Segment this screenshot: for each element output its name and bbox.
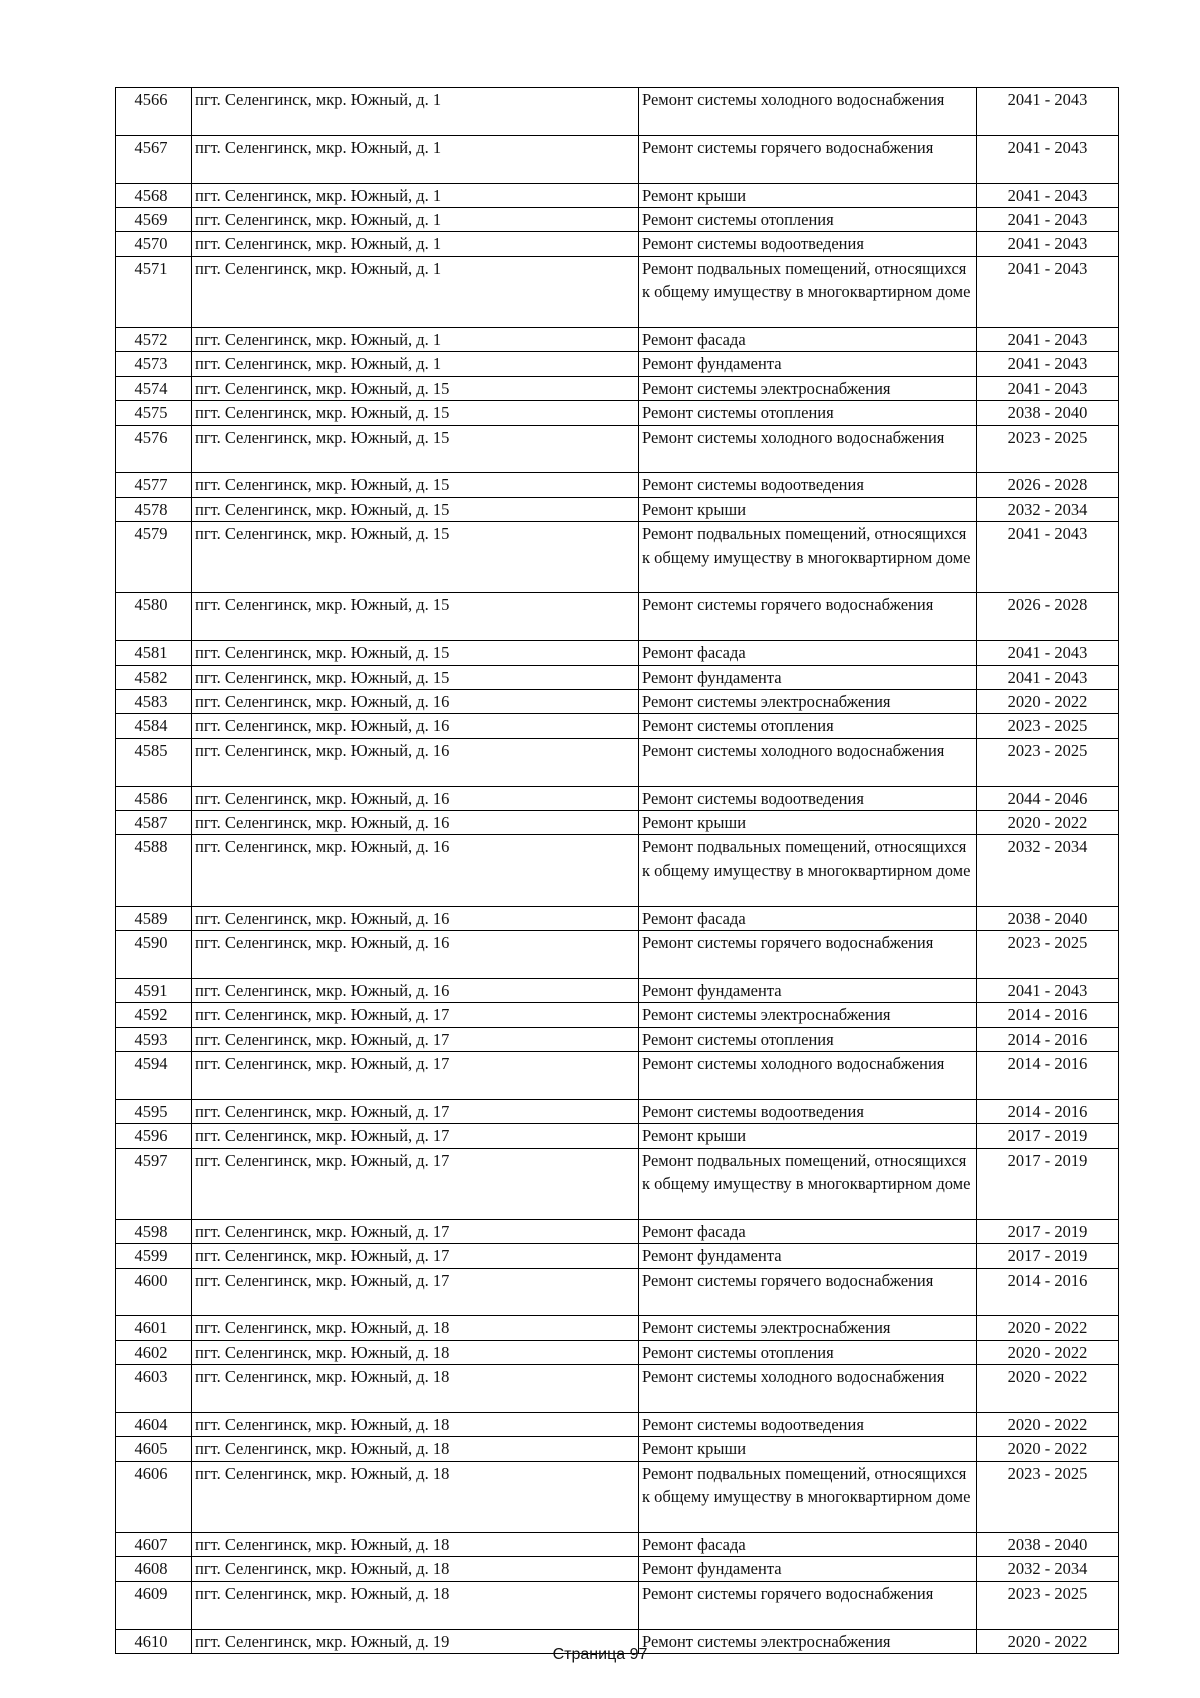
table-row — [116, 1533, 1119, 1557]
work-type-cell: Ремонт фасада — [639, 906, 977, 930]
address-cell: пгт. Селенгинск, мкр. Южный, д. 17 — [192, 1099, 639, 1123]
period-cell: 2041 - 2043 — [977, 256, 1119, 327]
row-number-cell: 4609 — [116, 1581, 192, 1629]
table-row — [116, 641, 1119, 665]
table-row — [116, 183, 1119, 207]
address-cell: пгт. Селенгинск, мкр. Южный, д. 15 — [192, 376, 639, 400]
work-type-cell: Ремонт крыши — [639, 1437, 977, 1461]
work-type-cell: Ремонт фундамента — [639, 1557, 977, 1581]
work-type-cell: Ремонт подвальных помещений, относящихся к общему имуществу в многоквартирном доме — [639, 835, 977, 906]
work-type-cell: Ремонт системы отопления — [639, 1027, 977, 1051]
address-cell: пгт. Селенгинск, мкр. Южный, д. 18 — [192, 1413, 639, 1437]
row-number-cell: 4588 — [116, 835, 192, 906]
work-type-cell: Ремонт системы водоотведения — [639, 232, 977, 256]
table-row — [116, 690, 1119, 714]
work-type-cell: Ремонт крыши — [639, 1124, 977, 1148]
address-cell: пгт. Селенгинск, мкр. Южный, д. 18 — [192, 1557, 639, 1581]
row-number-cell: 4577 — [116, 473, 192, 497]
row-number-cell: 4566 — [116, 88, 192, 136]
work-type-cell: Ремонт системы электроснабжения — [639, 1003, 977, 1027]
address-cell: пгт. Селенгинск, мкр. Южный, д. 17 — [192, 1244, 639, 1268]
work-type-cell: Ремонт системы холодного водоснабжения — [639, 738, 977, 786]
work-type-cell: Ремонт системы электроснабжения — [639, 1316, 977, 1340]
period-cell: 2020 - 2022 — [977, 1437, 1119, 1461]
work-type-cell: Ремонт системы электроснабжения — [639, 1629, 977, 1653]
period-cell: 2041 - 2043 — [977, 352, 1119, 376]
work-type-cell: Ремонт фундамента — [639, 352, 977, 376]
address-cell: пгт. Селенгинск, мкр. Южный, д. 15 — [192, 593, 639, 641]
table-row — [116, 1244, 1119, 1268]
row-number-cell: 4610 — [116, 1629, 192, 1653]
period-cell: 2026 - 2028 — [977, 473, 1119, 497]
period-cell: 2041 - 2043 — [977, 88, 1119, 136]
table-row — [116, 1557, 1119, 1581]
row-number-cell: 4600 — [116, 1268, 192, 1316]
table-row — [116, 232, 1119, 256]
address-cell: пгт. Селенгинск, мкр. Южный, д. 15 — [192, 497, 639, 521]
work-type-cell: Ремонт фундамента — [639, 978, 977, 1002]
table-row — [116, 88, 1119, 136]
address-cell: пгт. Селенгинск, мкр. Южный, д. 17 — [192, 1027, 639, 1051]
row-number-cell: 4599 — [116, 1244, 192, 1268]
work-type-cell: Ремонт фасада — [639, 641, 977, 665]
work-type-cell: Ремонт системы отопления — [639, 714, 977, 738]
table-row — [116, 1148, 1119, 1219]
address-cell: пгт. Селенгинск, мкр. Южный, д. 18 — [192, 1365, 639, 1413]
period-cell: 2014 - 2016 — [977, 1052, 1119, 1100]
period-cell: 2023 - 2025 — [977, 931, 1119, 979]
row-number-cell: 4571 — [116, 256, 192, 327]
address-cell: пгт. Селенгинск, мкр. Южный, д. 17 — [192, 1052, 639, 1100]
work-type-cell: Ремонт крыши — [639, 811, 977, 835]
period-cell: 2041 - 2043 — [977, 522, 1119, 593]
row-number-cell: 4580 — [116, 593, 192, 641]
table-row — [116, 1052, 1119, 1100]
period-cell: 2032 - 2034 — [977, 1557, 1119, 1581]
period-cell: 2014 - 2016 — [977, 1003, 1119, 1027]
row-number-cell: 4572 — [116, 328, 192, 352]
row-number-cell: 4568 — [116, 183, 192, 207]
period-cell: 2023 - 2025 — [977, 738, 1119, 786]
period-cell: 2041 - 2043 — [977, 978, 1119, 1002]
address-cell: пгт. Селенгинск, мкр. Южный, д. 15 — [192, 473, 639, 497]
page-number: Страница 97 — [552, 1646, 648, 1663]
period-cell: 2041 - 2043 — [977, 208, 1119, 232]
period-cell: 2041 - 2043 — [977, 183, 1119, 207]
period-cell: 2017 - 2019 — [977, 1124, 1119, 1148]
address-cell: пгт. Селенгинск, мкр. Южный, д. 1 — [192, 328, 639, 352]
row-number-cell: 4606 — [116, 1461, 192, 1532]
period-cell: 2017 - 2019 — [977, 1244, 1119, 1268]
row-number-cell: 4576 — [116, 425, 192, 473]
address-cell: пгт. Селенгинск, мкр. Южный, д. 1 — [192, 135, 639, 183]
period-cell: 2023 - 2025 — [977, 1461, 1119, 1532]
period-cell: 2020 - 2022 — [977, 1365, 1119, 1413]
row-number-cell: 4585 — [116, 738, 192, 786]
row-number-cell: 4605 — [116, 1437, 192, 1461]
address-cell: пгт. Селенгинск, мкр. Южный, д. 17 — [192, 1148, 639, 1219]
row-number-cell: 4583 — [116, 690, 192, 714]
row-number-cell: 4603 — [116, 1365, 192, 1413]
address-cell: пгт. Селенгинск, мкр. Южный, д. 1 — [192, 256, 639, 327]
period-cell: 2020 - 2022 — [977, 1629, 1119, 1653]
row-number-cell: 4596 — [116, 1124, 192, 1148]
address-cell: пгт. Селенгинск, мкр. Южный, д. 18 — [192, 1581, 639, 1629]
period-cell: 2038 - 2040 — [977, 401, 1119, 425]
row-number-cell: 4590 — [116, 931, 192, 979]
work-type-cell: Ремонт системы горячего водоснабжения — [639, 1268, 977, 1316]
period-cell: 2020 - 2022 — [977, 1316, 1119, 1340]
table-row — [116, 473, 1119, 497]
table-row — [116, 738, 1119, 786]
table-row — [116, 401, 1119, 425]
row-number-cell: 4574 — [116, 376, 192, 400]
table-row — [116, 931, 1119, 979]
period-cell: 2014 - 2016 — [977, 1099, 1119, 1123]
address-cell: пгт. Селенгинск, мкр. Южный, д. 1 — [192, 232, 639, 256]
period-cell: 2026 - 2028 — [977, 593, 1119, 641]
work-type-cell: Ремонт системы холодного водоснабжения — [639, 88, 977, 136]
work-type-cell: Ремонт системы водоотведения — [639, 1413, 977, 1437]
work-type-cell: Ремонт фасада — [639, 328, 977, 352]
address-cell: пгт. Селенгинск, мкр. Южный, д. 15 — [192, 425, 639, 473]
period-cell: 2020 - 2022 — [977, 690, 1119, 714]
address-cell: пгт. Селенгинск, мкр. Южный, д. 16 — [192, 738, 639, 786]
row-number-cell: 4591 — [116, 978, 192, 1002]
table-row — [116, 1268, 1119, 1316]
table-row — [116, 256, 1119, 327]
work-type-cell: Ремонт системы горячего водоснабжения — [639, 1581, 977, 1629]
row-number-cell: 4592 — [116, 1003, 192, 1027]
work-type-cell: Ремонт подвальных помещений, относящихся к общему имуществу в многоквартирном доме — [639, 1461, 977, 1532]
work-type-cell: Ремонт крыши — [639, 497, 977, 521]
table-row — [116, 1219, 1119, 1243]
work-type-cell: Ремонт системы водоотведения — [639, 786, 977, 810]
table-row — [116, 665, 1119, 689]
address-cell: пгт. Селенгинск, мкр. Южный, д. 16 — [192, 906, 639, 930]
address-cell: пгт. Селенгинск, мкр. Южный, д. 1 — [192, 88, 639, 136]
period-cell: 2020 - 2022 — [977, 1413, 1119, 1437]
table-row — [116, 906, 1119, 930]
work-type-cell: Ремонт системы электроснабжения — [639, 690, 977, 714]
period-cell: 2041 - 2043 — [977, 135, 1119, 183]
row-number-cell: 4589 — [116, 906, 192, 930]
period-cell: 2041 - 2043 — [977, 376, 1119, 400]
row-number-cell: 4579 — [116, 522, 192, 593]
work-type-cell: Ремонт системы холодного водоснабжения — [639, 425, 977, 473]
work-type-cell: Ремонт крыши — [639, 183, 977, 207]
row-number-cell: 4587 — [116, 811, 192, 835]
work-type-cell: Ремонт фасада — [639, 1533, 977, 1557]
address-cell: пгт. Селенгинск, мкр. Южный, д. 16 — [192, 714, 639, 738]
row-number-cell: 4608 — [116, 1557, 192, 1581]
work-type-cell: Ремонт подвальных помещений, относящихся к общему имуществу в многоквартирном доме — [639, 1148, 977, 1219]
work-type-cell: Ремонт фундамента — [639, 665, 977, 689]
row-number-cell: 4607 — [116, 1533, 192, 1557]
table-row — [116, 328, 1119, 352]
address-cell: пгт. Селенгинск, мкр. Южный, д. 18 — [192, 1533, 639, 1557]
period-cell: 2014 - 2016 — [977, 1268, 1119, 1316]
address-cell: пгт. Селенгинск, мкр. Южный, д. 18 — [192, 1461, 639, 1532]
work-type-cell: Ремонт системы отопления — [639, 208, 977, 232]
period-cell: 2044 - 2046 — [977, 786, 1119, 810]
table-row — [116, 811, 1119, 835]
work-type-cell: Ремонт фасада — [639, 1219, 977, 1243]
work-type-cell: Ремонт подвальных помещений, относящихся к общему имуществу в многоквартирном доме — [639, 256, 977, 327]
row-number-cell: 4597 — [116, 1148, 192, 1219]
address-cell: пгт. Селенгинск, мкр. Южный, д. 17 — [192, 1219, 639, 1243]
table-row — [116, 1003, 1119, 1027]
table-row — [116, 1027, 1119, 1051]
row-number-cell: 4598 — [116, 1219, 192, 1243]
address-cell: пгт. Селенгинск, мкр. Южный, д. 16 — [192, 931, 639, 979]
table-row — [116, 522, 1119, 593]
address-cell: пгт. Селенгинск, мкр. Южный, д. 15 — [192, 641, 639, 665]
address-cell: пгт. Селенгинск, мкр. Южный, д. 17 — [192, 1003, 639, 1027]
address-cell: пгт. Селенгинск, мкр. Южный, д. 16 — [192, 835, 639, 906]
work-type-cell: Ремонт системы водоотведения — [639, 1099, 977, 1123]
row-number-cell: 4593 — [116, 1027, 192, 1051]
row-number-cell: 4575 — [116, 401, 192, 425]
table-row — [116, 1316, 1119, 1340]
table-row — [116, 1099, 1119, 1123]
address-cell: пгт. Селенгинск, мкр. Южный, д. 1 — [192, 208, 639, 232]
period-cell: 2041 - 2043 — [977, 665, 1119, 689]
work-type-cell: Ремонт системы горячего водоснабжения — [639, 593, 977, 641]
period-cell: 2023 - 2025 — [977, 1581, 1119, 1629]
table-row — [116, 786, 1119, 810]
work-type-cell: Ремонт системы горячего водоснабжения — [639, 931, 977, 979]
row-number-cell: 4594 — [116, 1052, 192, 1100]
address-cell: пгт. Селенгинск, мкр. Южный, д. 15 — [192, 401, 639, 425]
table-row — [116, 1413, 1119, 1437]
work-type-cell: Ремонт системы электроснабжения — [639, 376, 977, 400]
row-number-cell: 4570 — [116, 232, 192, 256]
work-type-cell: Ремонт системы горячего водоснабжения — [639, 135, 977, 183]
work-type-cell: Ремонт системы холодного водоснабжения — [639, 1052, 977, 1100]
table-row — [116, 425, 1119, 473]
table-body — [116, 88, 1119, 1654]
row-number-cell: 4569 — [116, 208, 192, 232]
period-cell: 2020 - 2022 — [977, 811, 1119, 835]
table-row — [116, 835, 1119, 906]
table-row — [116, 978, 1119, 1002]
table-row — [116, 1365, 1119, 1413]
address-cell: пгт. Селенгинск, мкр. Южный, д. 16 — [192, 978, 639, 1002]
table-row — [116, 1124, 1119, 1148]
address-cell: пгт. Селенгинск, мкр. Южный, д. 16 — [192, 690, 639, 714]
period-cell: 2038 - 2040 — [977, 906, 1119, 930]
table-row — [116, 497, 1119, 521]
address-cell: пгт. Селенгинск, мкр. Южный, д. 19 — [192, 1629, 639, 1653]
row-number-cell: 4573 — [116, 352, 192, 376]
row-number-cell: 4584 — [116, 714, 192, 738]
address-cell: пгт. Селенгинск, мкр. Южный, д. 18 — [192, 1340, 639, 1364]
period-cell: 2041 - 2043 — [977, 232, 1119, 256]
table-row — [116, 1581, 1119, 1629]
period-cell: 2017 - 2019 — [977, 1148, 1119, 1219]
period-cell: 2023 - 2025 — [977, 714, 1119, 738]
address-cell: пгт. Селенгинск, мкр. Южный, д. 17 — [192, 1124, 639, 1148]
row-number-cell: 4567 — [116, 135, 192, 183]
row-number-cell: 4604 — [116, 1413, 192, 1437]
period-cell: 2032 - 2034 — [977, 497, 1119, 521]
address-cell: пгт. Селенгинск, мкр. Южный, д. 16 — [192, 811, 639, 835]
address-cell: пгт. Селенгинск, мкр. Южный, д. 15 — [192, 665, 639, 689]
repair-schedule-table — [115, 87, 1119, 1654]
address-cell: пгт. Селенгинск, мкр. Южный, д. 18 — [192, 1437, 639, 1461]
table-row — [116, 1437, 1119, 1461]
row-number-cell: 4578 — [116, 497, 192, 521]
table-row — [116, 135, 1119, 183]
row-number-cell: 4601 — [116, 1316, 192, 1340]
work-type-cell: Ремонт системы водоотведения — [639, 473, 977, 497]
table-row — [116, 1340, 1119, 1364]
table-row — [116, 376, 1119, 400]
row-number-cell: 4581 — [116, 641, 192, 665]
table-row — [116, 593, 1119, 641]
row-number-cell: 4595 — [116, 1099, 192, 1123]
period-cell: 2023 - 2025 — [977, 425, 1119, 473]
period-cell: 2017 - 2019 — [977, 1219, 1119, 1243]
work-type-cell: Ремонт фундамента — [639, 1244, 977, 1268]
work-type-cell: Ремонт системы холодного водоснабжения — [639, 1365, 977, 1413]
period-cell: 2038 - 2040 — [977, 1533, 1119, 1557]
period-cell: 2041 - 2043 — [977, 328, 1119, 352]
row-number-cell: 4582 — [116, 665, 192, 689]
work-type-cell: Ремонт подвальных помещений, относящихся к общему имуществу в многоквартирном доме — [639, 522, 977, 593]
table-row — [116, 208, 1119, 232]
work-type-cell: Ремонт системы отопления — [639, 1340, 977, 1364]
period-cell: 2032 - 2034 — [977, 835, 1119, 906]
address-cell: пгт. Селенгинск, мкр. Южный, д. 1 — [192, 352, 639, 376]
work-type-cell: Ремонт системы отопления — [639, 401, 977, 425]
address-cell: пгт. Селенгинск, мкр. Южный, д. 16 — [192, 786, 639, 810]
table-row — [116, 352, 1119, 376]
address-cell: пгт. Селенгинск, мкр. Южный, д. 1 — [192, 183, 639, 207]
address-cell: пгт. Селенгинск, мкр. Южный, д. 15 — [192, 522, 639, 593]
period-cell: 2020 - 2022 — [977, 1340, 1119, 1364]
period-cell: 2014 - 2016 — [977, 1027, 1119, 1051]
table-row — [116, 714, 1119, 738]
address-cell: пгт. Селенгинск, мкр. Южный, д. 18 — [192, 1316, 639, 1340]
table-row — [116, 1461, 1119, 1532]
row-number-cell: 4602 — [116, 1340, 192, 1364]
address-cell: пгт. Селенгинск, мкр. Южный, д. 17 — [192, 1268, 639, 1316]
row-number-cell: 4586 — [116, 786, 192, 810]
period-cell: 2041 - 2043 — [977, 641, 1119, 665]
